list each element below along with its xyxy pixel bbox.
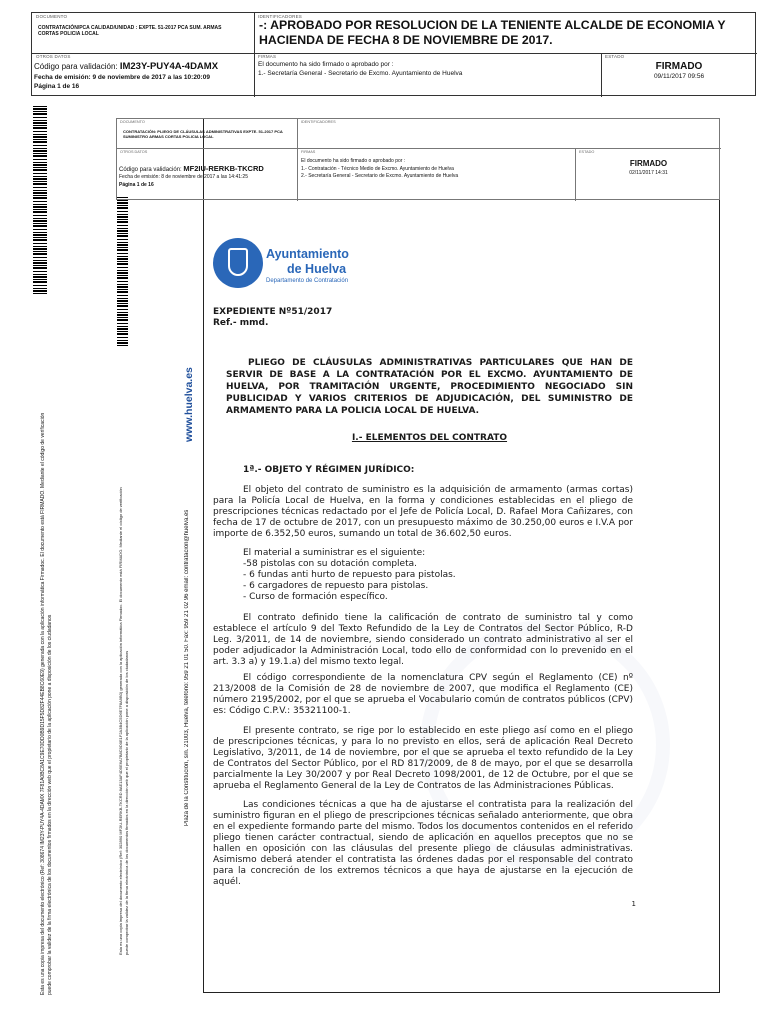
- material-list-intro: El material a suministrar es el siguiente:: [243, 548, 426, 558]
- list-item: - 6 fundas anti hurto de repuesto para pistolas.: [243, 570, 456, 580]
- outer-ident-tag: IDENTIFICADORES: [258, 14, 303, 19]
- outer-ident-cell: [254, 13, 757, 53]
- paragraph-regimen: El presente contrato, se rige por lo establecido en este pliego así como en el pliego de prescripciones técnicas, y para lo no previsto en ellos, será de aplicación Real Decreto Legislativo, 3/2011, de 14 de noviembre, por el que se aprueba el texto refundido de la Ley de Contratos del Sector Público, por el RD 817/2009, de 8 de mayo, por el que se desarrolla parcialmente la Ley 30/2007 y por Real Decreto 1098/2001, de 12 de Octubre, por el que se aprueba el Reglamento General de la Ley de Contratos de las Administraciones Públicas.: [213, 726, 633, 791]
- outer-firmas-tag: FIRMAS: [258, 54, 277, 59]
- inner-firmas-cell: [298, 149, 576, 201]
- web-side-text: www.huelva.es: [183, 367, 195, 442]
- outer-codigo-value: IM23Y-PUY4A-4DAMX: [119, 61, 219, 72]
- inner-estado-value: FIRMADO: [629, 159, 668, 168]
- inner-otros-cell: [117, 149, 298, 201]
- section-heading: I.- ELEMENTOS DEL CONTRATO: [351, 433, 508, 443]
- inner-firmas-line1: El documento ha sido firmado o aprobado por :: [301, 158, 406, 164]
- outer-title: -: APROBADO POR RESOLUCION DE LA TENIENTE ALCALDE DE ECONOMIA Y HACIENDA DE FECHA 8 DE NOVIEMBRE DE 2017.: [259, 18, 726, 47]
- page-number: 1: [631, 900, 636, 908]
- outer-estado-date: 09/11/2017 09:56: [653, 73, 705, 80]
- inner-fecha-emision: Fecha de emisión: 8 de noviembre de 2017 a las 14:41:25: [119, 174, 248, 180]
- outer-estado-cell: [601, 53, 757, 97]
- inner-estado-date: 02/11/2017 14:31: [629, 170, 668, 176]
- list-item: -58 pistolas con su dotación completa.: [243, 559, 417, 569]
- paragraph-calificacion: El contrato definido tiene la calificación de contrato de suministro tal y como establece el artículo 9 del Texto Refundido de la Ley de Contratos del Sector Público, R-D Leg. 3/2011, de 14 de noviembre, siendo considerado un contrato administrativo al ser el poder adjudicador la Administración Local, todo ello de conformidad con lo prevenido en el art. 3.3 a) y 19.1.a) del mismo texto legal.: [213, 613, 633, 667]
- list-item: - Curso de formación específico.: [243, 592, 388, 602]
- outer-otros-tag: OTROS DATOS: [36, 54, 71, 59]
- outer-firmas-cell: [254, 53, 601, 97]
- outer-estado-value: FIRMADO: [655, 61, 703, 72]
- outer-codigo-label: Código para validación:: [34, 62, 118, 71]
- logo-name-1: Ayuntamiento: [266, 247, 349, 261]
- inner-document-cell: [117, 119, 298, 149]
- inner-firmas-line2: 1.- Contratación - Técnico Medio de Excmo. Ayuntamiento de Huelva: [301, 166, 454, 172]
- inner-doc-tag: DOCUMENTO: [120, 120, 145, 124]
- inner-barcode: [117, 196, 128, 346]
- list-item: - 6 cargadores de repuesto para pistolas.: [243, 581, 429, 591]
- inner-estado-cell: [576, 149, 721, 201]
- inner-doc-text: CONTRATACIÓN: PLIEGO DE CLÁUSULAS ADMINISTRATIVAS EXPTE. 51-2017 PCA SUMINISTRO ARMAS CORTAS POLICIA LOCAL: [123, 129, 283, 139]
- outer-header: [31, 12, 756, 96]
- inner-estado-tag: ESTADO: [579, 150, 595, 154]
- inner-ident-cell: [298, 119, 721, 149]
- outer-doc-tag: DOCUMENTO: [36, 14, 68, 19]
- outer-otros-cell: [32, 53, 254, 97]
- inner-codigo-label: Código para validación:: [119, 167, 182, 173]
- paragraph-cpv: El código correspondiente de la nomenclatura CPV según el Reglamento (CE) nº 213/2008 de la Comisión de 28 de noviembre de 2007, que modifica el Reglamento (CE) número 2195/2002, por el que se aprueba el Vocabulario común de contratos públicos (CPV) es: Código C.P.V.: 35321100-1.: [213, 673, 633, 716]
- inner-otros-tag: OTROS DATOS: [120, 150, 148, 154]
- outer-pagina: Página 1 de 16: [34, 83, 80, 90]
- paragraph-condiciones: Las condiciones técnicas a que ha de ajustarse el contratista para la realización del suministro figuran en el pliego de prescripciones técnicas señalado anteriormente, que obra en el expediente formando parte del mismo. Todos los documentos contenidos en el referido pliego tienen carácter contractual, siendo de aplicación en aquellos preceptos que no se hallen en oposición con las cláusulas del presente pliego de cláusulas administrativas. Asimismo deberá atender el contratista las órdenes dadas por el responsable del contrato para la concreción de los extremos técnicos a que haya de ajustarse en la ejecución de aquél.: [213, 800, 633, 887]
- outer-document-cell: [32, 13, 254, 53]
- outer-side-text-2: puede comprobar la validez de la firma electrónica de los documentos firmados en la dirección web que el propietario de la aplicación pone a disposición de los ciudadanos: [47, 614, 53, 995]
- logo-tagline: Departamento de Contratación: [266, 278, 349, 284]
- logo-name-2: de Huelva: [287, 262, 347, 276]
- clause-heading: 1ª.- OBJETO Y RÉGIMEN JURÍDICO:: [243, 465, 415, 475]
- outer-firmas-line2: 1.- Secretaría General - Secretario de Excmo. Ayuntamiento de Huelva: [258, 70, 463, 77]
- outer-fecha-emision: Fecha de emisión: 9 de noviembre de 2017 a las 10:20:09: [34, 74, 210, 81]
- inner-ident-tag: IDENTIFICADORES: [301, 120, 336, 124]
- outer-estado-tag: ESTADO: [605, 54, 625, 59]
- outer-barcode: [33, 104, 47, 294]
- inner-pagina: Página 1 de 16: [119, 182, 154, 188]
- crest-icon: [228, 248, 248, 276]
- inner-firmas-tag: FIRMAS: [301, 150, 316, 154]
- paragraph-objeto: El objeto del contrato de suministro es la adquisición de armamento (armas cortas) para la Policía Local de Huelva, en la forma y condiciones establecidas en el pliego de prescripciones técnicas redactado por el Jefe de Policía Local, D. Rafael Mora Cañizares, con fecha de 17 de octubre de 2017, con un presupuesto máximo de 30.250,00 euros e I.V.A por importe de 6.352,50 euros, sumando un total de 36.602,50 euros.: [213, 485, 633, 539]
- inner-side-text-1: Esta es una copia impresa del documento electrónico (Ref: 302890 MF2IU-RERKB-TKCRD 8AE13AF4D5E6A7B8C9D0E1F2A3B4C5D6E7F8A9B0) generada con la aplicación informática Firmadoc. El documento está FIRMADO. Mediante el código de verificación: [118, 487, 123, 955]
- expediente-heading: EXPEDIENTE Nº51/2017: [213, 307, 333, 317]
- inner-firmas-line3: 2.- Secretaría General - Secretario de Excmo. Ayuntamiento de Huelva: [301, 173, 459, 179]
- document-title: PLIEGO DE CLÁUSULAS ADMINISTRATIVAS PARTICULARES QUE HAN DE SERVIR DE BASE A LA CONTRATACIÓN POR EL EXCMO. AYUNTAMIENTO DE HUELVA, POR TRAMITACIÓN URGENTE, PROCEDIMIENTO NEGOCIADO SIN PUBLICIDAD Y VARIOS CRITERIOS DE ADJUDICACIÓN, DEL SUMINISTRO DE ARMAMENTO PARA LA POLICIA LOCAL DE HUELVA.: [226, 358, 633, 416]
- address-side-text: Plaza de la Constitución, s/n. 21003, Huelva, teléfono: 959 21 01 50. Fax: 959 21 02 96 email: contratacion@huelva.es: [184, 509, 190, 826]
- inner-side-text-2: puede comprobar la validez de la firma electrónica de los documentos firmados en la dirección web que el propietario de la aplicación pone a disposición de los ciudadanos: [124, 650, 129, 955]
- inner-header: [116, 118, 720, 200]
- inner-codigo-value: MF2IU-RERKB-TKCRD: [183, 164, 264, 173]
- outer-firmas-line1: El documento ha sido firmado o aprobado por :: [258, 61, 394, 68]
- ref-line: Ref.- mmd.: [213, 318, 269, 328]
- outer-side-text-1: Esta es una copia impresa del documento electrónico (Ref: 308674 IM23Y-PUY4A-4DAMX 7F81A0BC8A1C9E70DD0B9D15F5D82F44EB8C60E9) generada con la aplicación informática Firmadoc. El documento está FIRMADO. Mediante el código de verificación: [40, 412, 46, 995]
- outer-doc-text: CONTRATACIÓN/PCA CALIDAD/UNIDAD : EXPTE. 51-2017 PCA SUM. ARMAS CORTAS POLICIA LOCAL: [38, 25, 222, 37]
